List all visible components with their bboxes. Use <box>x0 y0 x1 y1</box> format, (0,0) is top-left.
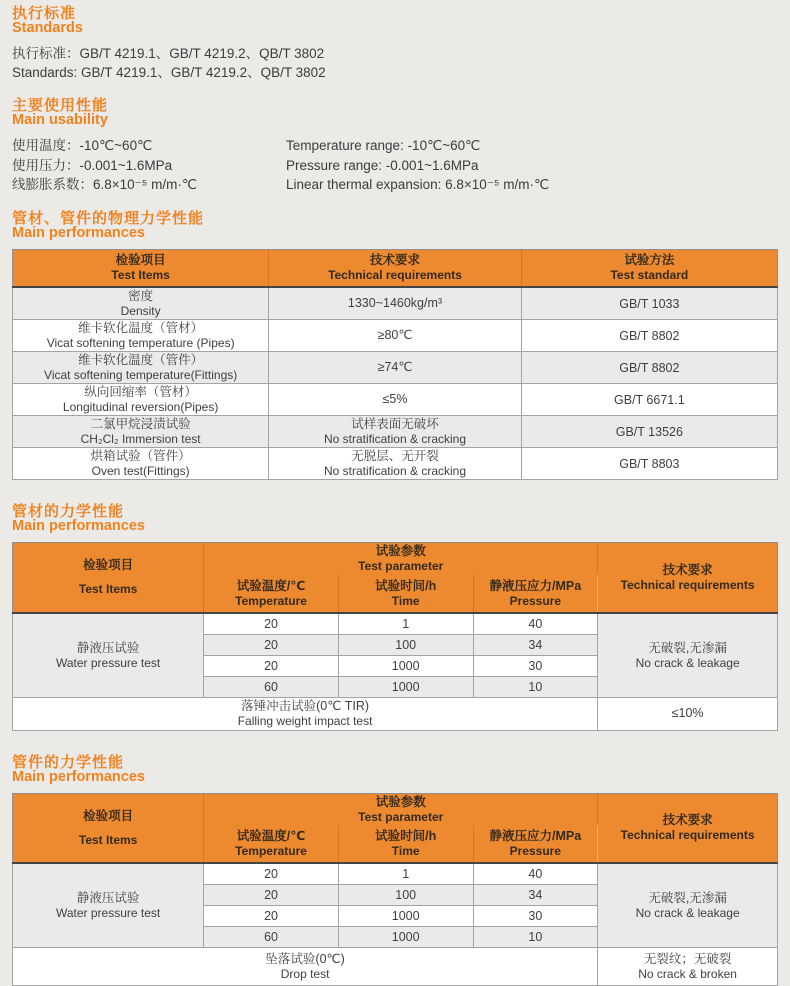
cell-en: Vicat softening temperature (Pipes) <box>16 336 265 350</box>
header-en: Test standard <box>525 268 774 282</box>
cell-zh: 烘箱试验（管件） <box>16 449 265 464</box>
cell-std: GB/T 6671.1 <box>525 393 774 407</box>
cell-temperature: 20 <box>204 613 339 635</box>
fittings-mech-heading-zh: 管件的力学性能 <box>12 755 778 770</box>
cell-pressure: 34 <box>473 885 598 906</box>
standards-body <box>12 44 778 82</box>
cell-zh: 纵向回缩率（管材） <box>16 385 265 400</box>
cell-temperature: 20 <box>204 885 339 906</box>
header-zh: 检验项目 <box>16 809 200 824</box>
pipes-mech-heading-zh: 管材的力学性能 <box>12 504 778 519</box>
cell-pressure: 10 <box>473 676 598 697</box>
usability-specs <box>12 136 778 195</box>
param-row <box>13 613 778 635</box>
fittings-mechanical-table <box>12 793 778 986</box>
cell-item <box>13 448 269 480</box>
usability-specs-en <box>286 136 549 195</box>
cell-standard <box>521 287 777 320</box>
header-zh: 技术要求 <box>601 813 774 828</box>
col-header-time <box>338 825 473 863</box>
cell-en: No crack & broken <box>601 967 774 981</box>
cell-zh: ≥80℃ <box>272 328 517 343</box>
header-en: Test Items <box>16 582 200 596</box>
cell-zh: 坠落试验(0℃) <box>16 952 594 967</box>
header-en: Pressure <box>477 844 595 858</box>
cell-zh: 无脱层、无开裂 <box>272 449 517 464</box>
cell-temperature: 20 <box>204 863 339 885</box>
cell-zh: 维卡软化温度（管材） <box>16 321 265 336</box>
cell-zh: 静液压试验 <box>16 891 200 906</box>
pipes-mech-section-heading <box>12 504 778 533</box>
cell-time: 1000 <box>338 927 473 948</box>
col-header-test-parameter <box>204 793 598 825</box>
table-row-vicat-pipes <box>13 320 778 352</box>
header-en: Technical requirements <box>601 828 774 842</box>
cell-time: 1000 <box>338 676 473 697</box>
col-header-temperature <box>204 825 339 863</box>
pipes-mechanical-table <box>12 542 778 731</box>
cell-temperature: 20 <box>204 906 339 927</box>
cell-requirement <box>269 320 521 352</box>
cell-item <box>13 320 269 352</box>
cell-zh: ≥74℃ <box>272 360 517 375</box>
header-en: Time <box>342 844 470 858</box>
cell-zh: 维卡软化温度（管件） <box>16 353 265 368</box>
header-en: Temperature <box>207 844 335 858</box>
header-zh: 试验时间/h <box>342 829 470 844</box>
cell-temperature: 60 <box>204 927 339 948</box>
pipes-mech-heading-en: Main performances <box>12 519 778 533</box>
cell-en: Oven test(Fittings) <box>16 464 265 478</box>
cell-test-item <box>13 613 204 698</box>
table-row-immersion-test <box>13 416 778 448</box>
cell-en: No crack & leakage <box>601 906 774 920</box>
spec-expansion-zh: 线膨胀系数：6.8×10⁻⁵ m/m·℃ <box>12 175 286 195</box>
header-zh: 检验项目 <box>16 253 265 268</box>
cell-item <box>13 416 269 448</box>
cell-item <box>13 352 269 384</box>
cell-requirement <box>269 352 521 384</box>
cell-en: Falling weight impact test <box>16 714 594 728</box>
cell-std: GB/T 8803 <box>525 457 774 471</box>
col-header-test-items <box>13 249 269 287</box>
cell-en: No crack & leakage <box>601 656 774 670</box>
physical-performance-table <box>12 249 778 481</box>
standards-heading-zh: 执行标准 <box>12 6 778 21</box>
physical-heading-en: Main performances <box>12 226 778 240</box>
cell-en: Density <box>16 304 265 318</box>
col-header-temperature <box>204 575 339 613</box>
standards-body-en: Standards: GB/T 4219.1、GB/T 4219.2、QB/T 3802 <box>12 63 778 82</box>
usability-heading-zh: 主要使用性能 <box>12 98 778 113</box>
cell-impact-requirement <box>598 697 778 730</box>
cell-time: 1000 <box>338 906 473 927</box>
cell-en: Vicat softening temperature(Fittings) <box>16 368 265 382</box>
cell-zh: ≤5% <box>272 392 517 407</box>
table-row-oven-test <box>13 448 778 480</box>
cell-standard <box>521 320 777 352</box>
spec-expansion-en: Linear thermal expansion: 6.8×10⁻⁵ m/m·℃ <box>286 175 549 195</box>
cell-time: 1 <box>338 613 473 635</box>
cell-item <box>13 384 269 416</box>
cell-zh: ≤10% <box>601 706 774 721</box>
table-row-density <box>13 287 778 320</box>
header-zh: 试验参数 <box>207 795 594 810</box>
usability-specs-zh <box>12 136 286 195</box>
physical-heading-zh: 管材、管件的物理力学性能 <box>12 211 778 226</box>
cell-zh: 试样表面无破坏 <box>272 417 517 432</box>
standards-heading-en: Standards <box>12 21 778 35</box>
header-en: Pressure <box>477 594 595 608</box>
spec-pressure-en: Pressure range: -0.001~1.6MPa <box>286 156 549 176</box>
header-en: Test Items <box>16 268 265 282</box>
cell-en: No stratification & cracking <box>272 464 517 478</box>
header-zh: 技术要求 <box>272 253 517 268</box>
cell-time: 100 <box>338 885 473 906</box>
cell-time: 1 <box>338 863 473 885</box>
cell-std: GB/T 13526 <box>525 425 774 439</box>
col-header-technical-requirements <box>598 793 778 863</box>
cell-zh: 落锤冲击试验(0℃ TIR) <box>16 699 594 714</box>
param-row <box>13 863 778 885</box>
fittings-mech-section-heading <box>12 755 778 784</box>
header-zh: 试验温度/℃ <box>207 829 335 844</box>
usability-section-heading <box>12 98 778 127</box>
cell-standard <box>521 384 777 416</box>
header-zh: 试验温度/℃ <box>207 579 335 594</box>
col-header-test-items <box>13 543 204 613</box>
header-zh: 技术要求 <box>601 563 774 578</box>
cell-requirement <box>598 863 778 948</box>
table-header-row-1 <box>13 793 778 825</box>
cell-zh: 无破裂,无渗漏 <box>601 641 774 656</box>
header-zh: 检验项目 <box>16 558 200 573</box>
table-header-row-1 <box>13 543 778 575</box>
cell-temperature: 60 <box>204 676 339 697</box>
cell-drop-test <box>13 948 598 986</box>
cell-requirement <box>269 416 521 448</box>
cell-pressure: 10 <box>473 927 598 948</box>
cell-temperature: 20 <box>204 634 339 655</box>
cell-standard <box>521 352 777 384</box>
cell-pressure: 30 <box>473 655 598 676</box>
cell-requirement <box>598 613 778 698</box>
cell-pressure: 40 <box>473 613 598 635</box>
cell-en: No stratification & cracking <box>272 432 517 446</box>
cell-en: Water pressure test <box>16 906 200 920</box>
cell-impact-test <box>13 697 598 730</box>
cell-std: GB/T 8802 <box>525 361 774 375</box>
header-zh: 静液压应力/MPa <box>477 829 595 844</box>
fittings-mech-heading-en: Main performances <box>12 770 778 784</box>
cell-pressure: 34 <box>473 634 598 655</box>
cell-en: Water pressure test <box>16 656 200 670</box>
spec-temperature-zh: 使用温度：-10℃~60℃ <box>12 136 286 156</box>
spec-temperature-en: Temperature range: -10℃~60℃ <box>286 136 549 156</box>
cell-zh: 静液压试验 <box>16 641 200 656</box>
standards-body-zh: 执行标准：GB/T 4219.1、GB/T 4219.2、QB/T 3802 <box>12 44 778 63</box>
cell-test-item <box>13 863 204 948</box>
cell-std: GB/T 8802 <box>525 329 774 343</box>
cell-drop-requirement <box>598 948 778 986</box>
cell-en: Drop test <box>16 967 594 981</box>
header-zh: 试验参数 <box>207 544 594 559</box>
cell-requirement <box>269 384 521 416</box>
header-zh: 试验方法 <box>525 253 774 268</box>
table-row-longitudinal-reversion <box>13 384 778 416</box>
header-zh: 静液压应力/MPa <box>477 579 595 594</box>
header-en: Technical requirements <box>601 578 774 592</box>
cell-std: GB/T 1033 <box>525 297 774 311</box>
spec-pressure-zh: 使用压力：-0.001~1.6MPa <box>12 156 286 176</box>
cell-temperature: 20 <box>204 655 339 676</box>
col-header-technical-requirements <box>598 543 778 613</box>
cell-time: 1000 <box>338 655 473 676</box>
col-header-pressure <box>473 825 598 863</box>
cell-en: Longitudinal reversion(Pipes) <box>16 400 265 414</box>
cell-standard <box>521 416 777 448</box>
impact-test-row <box>13 697 778 730</box>
cell-item <box>13 287 269 320</box>
header-en: Technical requirements <box>272 268 517 282</box>
standards-section-heading <box>12 6 778 35</box>
col-header-time <box>338 575 473 613</box>
cell-en: CH₂Cl₂ Immersion test <box>16 432 265 446</box>
cell-requirement <box>269 287 521 320</box>
cell-zh: 二氯甲烷浸渍试验 <box>16 417 265 432</box>
header-en: Test parameter <box>207 810 594 824</box>
header-zh: 试验时间/h <box>342 579 470 594</box>
cell-zh: 1330~1460kg/m³ <box>272 296 517 311</box>
cell-standard <box>521 448 777 480</box>
header-en: Temperature <box>207 594 335 608</box>
col-header-technical-requirements <box>269 249 521 287</box>
col-header-test-standard <box>521 249 777 287</box>
col-header-test-parameter <box>204 543 598 575</box>
drop-test-row <box>13 948 778 986</box>
physical-section-heading <box>12 211 778 240</box>
table-row-vicat-fittings <box>13 352 778 384</box>
cell-requirement <box>269 448 521 480</box>
cell-pressure: 40 <box>473 863 598 885</box>
cell-zh: 密度 <box>16 289 265 304</box>
table-header-row <box>13 249 778 287</box>
usability-heading-en: Main usability <box>12 113 778 127</box>
header-en: Test parameter <box>207 559 594 573</box>
col-header-pressure <box>473 575 598 613</box>
cell-pressure: 30 <box>473 906 598 927</box>
cell-zh: 无破裂,无渗漏 <box>601 891 774 906</box>
col-header-test-items <box>13 793 204 863</box>
header-en: Test Items <box>16 833 200 847</box>
cell-zh: 无裂纹；无破裂 <box>601 952 774 967</box>
header-en: Time <box>342 594 470 608</box>
cell-time: 100 <box>338 634 473 655</box>
